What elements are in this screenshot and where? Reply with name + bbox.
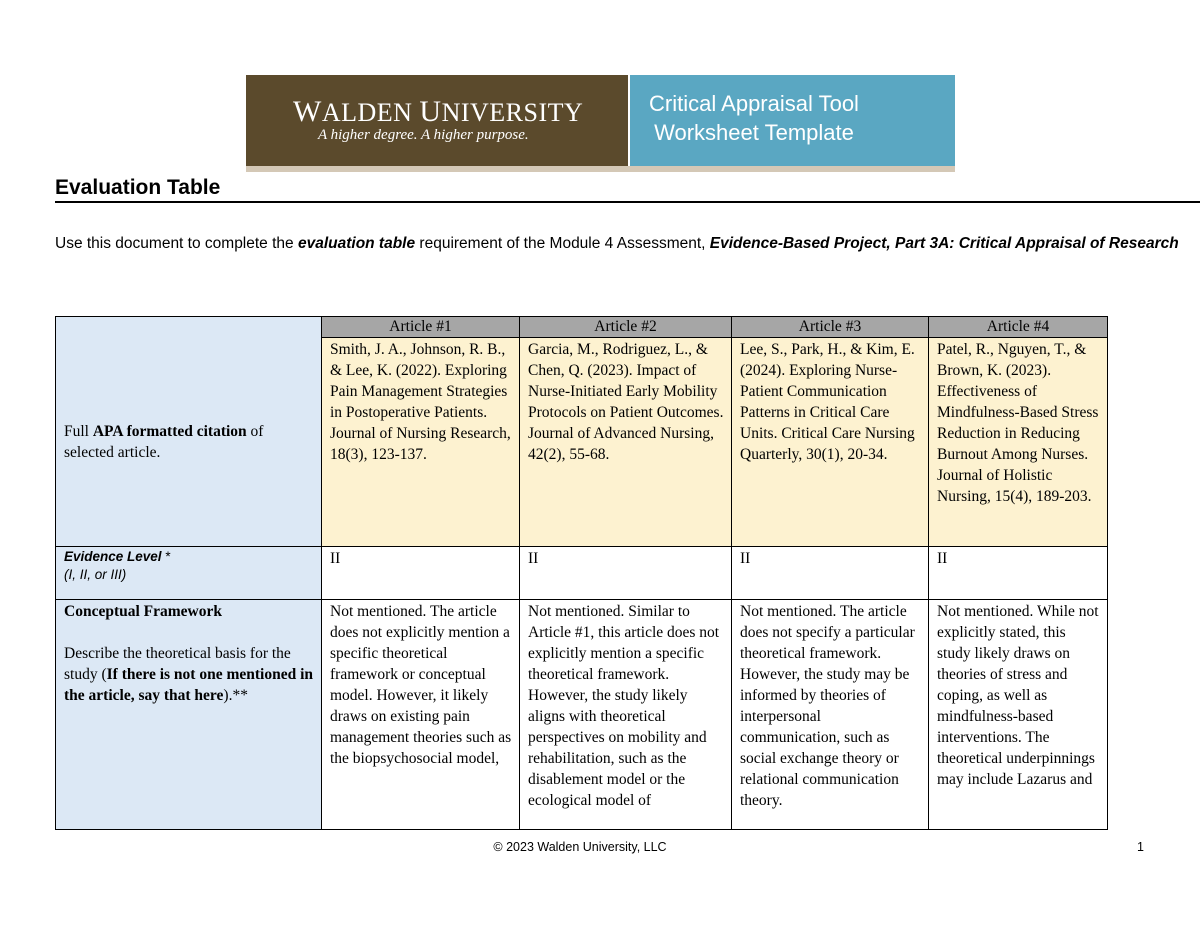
evidence-level-article-2: II: [520, 547, 732, 600]
evidence-level-article-3: II: [732, 547, 929, 600]
section-heading: Evaluation Table: [55, 176, 221, 199]
header-article-3: Article #3: [732, 317, 929, 338]
logo-tagline: A higher degree. A higher purpose.: [318, 127, 529, 143]
evidence-level-article-4: II: [929, 547, 1108, 600]
conceptual-framework-row: [56, 600, 1108, 830]
header-article-4: Article #4: [929, 317, 1108, 338]
framework-title: Conceptual Framework: [64, 603, 222, 620]
title-line-2: Worksheet Template: [654, 120, 854, 145]
framework-article-1: Not mentioned. The article does not explicitly mention a specific theoretical framework or conceptual model. However, it likely draws on existing pain management theories such as the biopsychosocial model,: [322, 600, 520, 830]
evidence-level-label-cell: Evidence Level * (I, II, or III): [56, 547, 322, 600]
framework-article-2: Not mentioned. Similar to Article #1, this article does not explicitly mention a specific theoretical framework. However, the study likely aligns with theoretical perspectives on mobility and rehabilitation, such as the disablement model or the ecological model of: [520, 600, 732, 830]
citation-row: [56, 338, 1108, 547]
table-header-row: [56, 317, 1108, 338]
banner-logo-panel: [246, 75, 628, 166]
framework-article-4: Not mentioned. While not explicitly stated, this study likely draws on theories of stress and coping, as well as mindfulness-based interventions. The theoretical underpinnings may include Lazarus and: [929, 600, 1108, 830]
page-number: 1: [1137, 840, 1144, 854]
walden-logo: WALDEN UNIVERSITY: [293, 95, 584, 128]
title-line-1: Critical Appraisal Tool: [649, 91, 859, 116]
framework-label-cell: Conceptual Framework Describe the theoretical basis for the study (If there is not one mentioned in the article, say that here).**: [56, 600, 322, 830]
header-banner: [246, 75, 955, 171]
intro-paragraph: Use this document to complete the evaluation table requirement of the Module 4 Assessment, Evidence-Based Project, Part 3A: Critical Appraisal of Research: [55, 235, 1179, 252]
banner-strip: [246, 166, 955, 172]
evaluation-table: [55, 316, 1108, 830]
citation-article-4: Patel, R., Nguyen, T., & Brown, K. (2023). Effectiveness of Mindfulness-Based Stress Reduction in Reducing Burnout Among Nurses. Journal of Holistic Nursing, 15(4), 189-203.: [929, 338, 1108, 547]
header-article-1: Article #1: [322, 317, 520, 338]
header-corner-cell: [56, 317, 322, 338]
citation-label-cell: Full APA formatted citation of selected article.: [56, 338, 322, 547]
heading-divider: [55, 201, 1200, 203]
evidence-level-row: [56, 547, 1108, 600]
document-title: [624, 89, 884, 147]
citation-article-2: Garcia, M., Rodriguez, L., & Chen, Q. (2023). Impact of Nurse-Initiated Early Mobility Protocols on Patient Outcomes. Journal of Advanced Nursing, 42(2), 55-68.: [520, 338, 732, 547]
citation-article-3: Lee, S., Park, H., & Kim, E. (2024). Exploring Nurse-Patient Communication Patterns in Critical Care Units. Critical Care Nursing Quarterly, 30(1), 20-34.: [732, 338, 929, 547]
header-article-2: Article #2: [520, 317, 732, 338]
framework-article-3: Not mentioned. The article does not specify a particular theoretical framework. However, the study may be informed by theories of interpersonal communication, such as social exchange theory or relational communication theory.: [732, 600, 929, 830]
evidence-level-article-1: II: [322, 547, 520, 600]
citation-article-1: Smith, J. A., Johnson, R. B., & Lee, K. (2022). Exploring Pain Management Strategies in Postoperative Patients. Journal of Nursing Research, 18(3), 123-137.: [322, 338, 520, 547]
footer-copyright: © 2023 Walden University, LLC: [493, 840, 667, 854]
